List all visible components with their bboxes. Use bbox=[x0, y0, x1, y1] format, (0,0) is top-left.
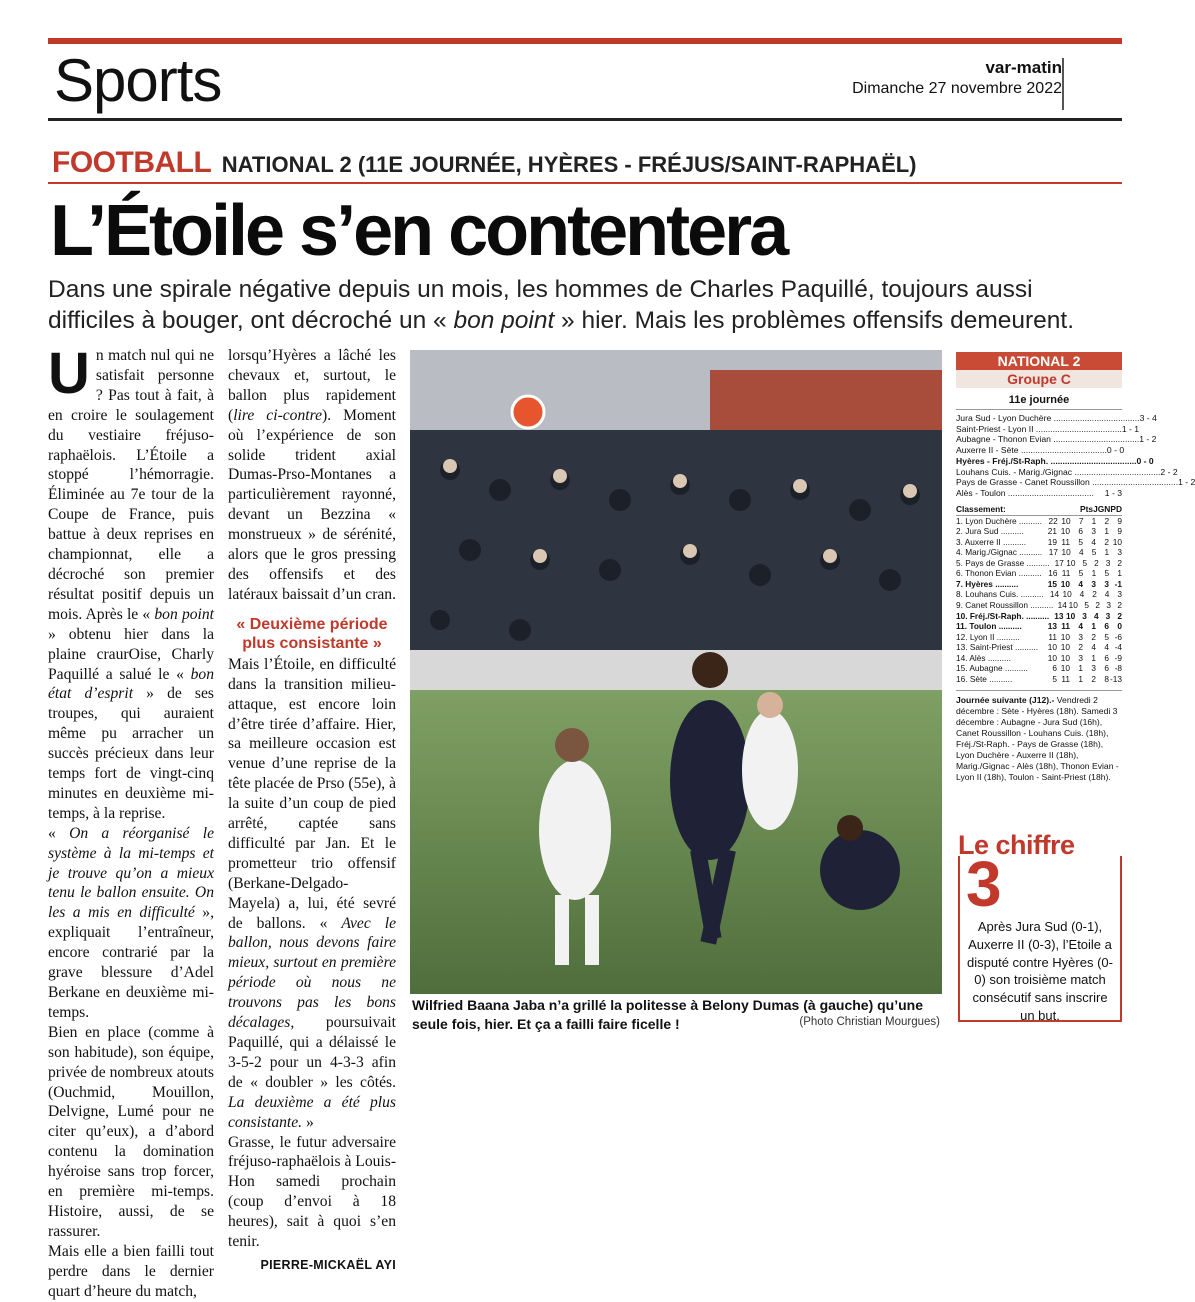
standings-cell: 0 bbox=[1117, 621, 1122, 632]
standings-row bbox=[956, 653, 1122, 664]
standings-row bbox=[956, 674, 1122, 685]
standings-header-cell: N bbox=[1104, 503, 1111, 514]
standings-cell: 1 bbox=[1078, 663, 1083, 674]
standings-cell: 5 bbox=[1084, 600, 1089, 610]
team-name: 1. Lyon Duchère .......... bbox=[956, 515, 1042, 526]
text: », expliquait l’entraîneur, encore contrarié par la grave blessure d’Adel Berkane en deuxième mi-temps. bbox=[48, 904, 214, 1021]
standings-cell: 4 bbox=[1078, 621, 1083, 632]
standings-cell: 4 bbox=[1079, 589, 1085, 600]
team-name: 13. Saint-Priest .......... bbox=[956, 642, 1039, 653]
standings-cell: 6 bbox=[1104, 663, 1109, 674]
kicker-sport: FOOTBALL bbox=[52, 146, 212, 179]
kicker-rule bbox=[48, 182, 1122, 184]
standings-cell: 1 bbox=[1117, 568, 1122, 579]
text: lire ci-contre bbox=[233, 406, 323, 424]
standings-cell: 11 bbox=[1061, 536, 1070, 547]
team-name: 11. Toulon .......... bbox=[956, 621, 1022, 632]
standings-cell: 2 bbox=[1091, 673, 1096, 684]
text: « bbox=[48, 824, 70, 842]
standings-cell: 2 bbox=[1092, 589, 1097, 600]
standings-cell: 3 bbox=[1117, 547, 1122, 558]
standings-cell: 11 bbox=[1061, 673, 1070, 684]
standings-cell: 3 bbox=[1106, 600, 1111, 610]
result-match: Aubagne - Thonon Evian .................................... bbox=[956, 434, 1140, 445]
standings-row bbox=[956, 611, 1122, 622]
photo-caption: Wilfried Baana Jaba n’a grillé la politesse à Belony Dumas (à gauche) qu’une seule fois, hier. Et ça a failli faire ficelle ! bbox=[412, 997, 924, 1032]
standings-cell: 3 bbox=[1117, 589, 1122, 600]
standings-cell: 10 bbox=[1060, 663, 1070, 674]
standings-row bbox=[956, 526, 1122, 537]
divider bbox=[956, 409, 1122, 410]
standings-cell: 13 bbox=[1054, 610, 1064, 621]
result-row bbox=[956, 434, 1157, 445]
standings-row bbox=[956, 579, 1122, 590]
text: Mais l’Étoile, en difficulté dans la transition milieu-attaque, est encore loin d’être tirée d’affaire. Hier, sa meilleure occasion est venue d’une reprise de la tête placée de Prso (55e), à la suite d’un coup de pied arrêté, captée sans difficulté par Jan. Et le prometteur trio offensif (Berkane-Delgado-Mayela) a, lui, été sevré de ballons. « bbox=[228, 655, 396, 932]
result-score: 1 - 2 bbox=[1178, 477, 1195, 488]
standings-cell: 4 bbox=[1078, 547, 1084, 558]
paper-date: Dimanche 27 novembre 2022 bbox=[852, 80, 1062, 97]
text: bon point bbox=[154, 605, 214, 623]
standings-cell: 3 bbox=[1104, 578, 1109, 589]
sidebar-group: Groupe C bbox=[956, 370, 1122, 388]
result-score: 2 - 2 bbox=[1160, 466, 1178, 477]
standings-cell: 11 bbox=[1048, 631, 1057, 642]
standings-cell: 4 bbox=[1104, 642, 1109, 653]
result-match: Alès - Toulon .................................... bbox=[956, 487, 1094, 498]
text: » de ses troupes, qui auraient même pu arracher un succès précieux dans leur temps fort de vingt-cinq minutes en deuxième mi-temps, à la reprise. bbox=[48, 685, 214, 822]
chiffre-label: Le chiffre bbox=[958, 830, 1075, 860]
standings-row bbox=[956, 537, 1122, 548]
standfirst bbox=[48, 274, 1122, 336]
standings-row bbox=[956, 589, 1122, 600]
standings-cell: 10 bbox=[1060, 642, 1070, 653]
byline: PIERRE-MICKAËL AYI bbox=[260, 1257, 396, 1272]
team-name: 3. Auxerre II .......... bbox=[956, 536, 1027, 547]
standings-cell: -6 bbox=[1114, 631, 1122, 642]
standings-cell: 15 bbox=[1047, 578, 1057, 589]
standings-cell: 1 bbox=[1091, 568, 1097, 579]
standings-cell: 10 bbox=[1061, 547, 1071, 558]
standings-cell: 17 bbox=[1054, 557, 1064, 568]
chiffre-number: 3 bbox=[966, 848, 1002, 920]
team-name: 14. Alès .......... bbox=[956, 652, 1011, 663]
standfirst-part: Dans une spirale négative depuis un mois, les hommes de Charles Paquillé, toujours aussi difficiles à bouger, ont décroché un « bbox=[48, 276, 1033, 334]
result-row bbox=[956, 413, 1157, 424]
subhead: « Deuxième période plus consistante » bbox=[236, 615, 388, 652]
standings-cell: 10 bbox=[1047, 642, 1057, 653]
result-row bbox=[956, 477, 1195, 488]
standings-cell: 4 bbox=[1078, 578, 1083, 589]
result-score: 1 - 3 bbox=[1104, 487, 1122, 498]
result-score: 1 - 2 bbox=[1139, 434, 1157, 445]
standings-header bbox=[956, 503, 1122, 516]
standings-cell: -4 bbox=[1114, 642, 1122, 653]
standings-cell: 22 bbox=[1048, 515, 1058, 526]
standings-cell: 2 bbox=[1095, 600, 1100, 610]
standings-cell: 3 bbox=[1105, 610, 1111, 621]
standings-header-cell: J bbox=[1093, 503, 1098, 514]
standings-cell: 1 bbox=[1091, 515, 1097, 526]
standings-cell: 2 bbox=[1117, 557, 1123, 568]
team-name: 6. Thonon Evian .......... bbox=[956, 568, 1042, 579]
next-fixtures bbox=[956, 690, 1122, 782]
standings-cell: 10 bbox=[1047, 652, 1057, 663]
team-name: 2. Jura Sud .......... bbox=[956, 526, 1024, 537]
standings-cell: 10 bbox=[1065, 610, 1076, 621]
next-text: Vendredi 2 décembre : Sète - Hyères (18h). Samedi 3 décembre : Aubagne - Jura Sud (16h), Canet Roussillon - Louhans Cuis. (18h), Fréj./St-Raph. - Pays de Grasse (18h), Lyon Duchère - Auxerre II (18h), Marig./Gignac - Alès (18h), Thonon Evian - Lyon II (18h), Toulon - Saint-Priest (18h). bbox=[956, 695, 1119, 782]
standings-cell: -13 bbox=[1110, 673, 1122, 684]
standings-cell: 9 bbox=[1117, 515, 1122, 526]
standings-header-cell: Pts bbox=[1080, 503, 1094, 514]
kicker-detail: NATIONAL 2 (11E JOURNÉE, HYÈRES - FRÉJUS/SAINT-RAPHAËL) bbox=[221, 152, 917, 177]
team-name: 10. Fréj./St-Raph. .......... bbox=[956, 610, 1050, 621]
standings-cell: 4 bbox=[1104, 589, 1110, 600]
article-column-1 bbox=[48, 341, 214, 1302]
match-photo bbox=[410, 350, 942, 994]
result-score: 1 - 1 bbox=[1121, 423, 1140, 434]
result-match: Hyères - Fréj./St-Raph. .................................... bbox=[956, 455, 1137, 466]
text: » bbox=[302, 1113, 314, 1131]
text: bon état d’esprit bbox=[48, 665, 214, 703]
standfirst-part: » hier. Mais les problèmes offensifs demeurent. bbox=[554, 307, 1075, 334]
standings-cell: 5 bbox=[1052, 673, 1057, 684]
standings-header-cell: P bbox=[1110, 503, 1116, 514]
paper-info bbox=[852, 58, 1062, 98]
team-name: 16. Sète .......... bbox=[956, 673, 1013, 684]
standings-cell: 2 bbox=[1104, 515, 1110, 526]
team-name: 7. Hyères .......... bbox=[956, 578, 1019, 589]
standings-cell: 5 bbox=[1104, 568, 1110, 579]
standings-cell: 14 bbox=[1049, 589, 1060, 600]
article-column-2 bbox=[228, 346, 396, 1276]
standings-row bbox=[956, 632, 1122, 643]
text: Avec le ballon, nous devons faire mieux, surtout en première période où nous ne trouvons pas les bons décalages, bbox=[228, 914, 396, 1032]
match-photo-illustration bbox=[410, 350, 942, 994]
standings-row bbox=[956, 516, 1122, 527]
standings-cell: 5 bbox=[1078, 536, 1083, 547]
result-score: 0 - 0 bbox=[1106, 445, 1125, 456]
standings-row bbox=[956, 547, 1122, 558]
paper-name: var-matin bbox=[985, 58, 1062, 77]
standings-cell: 6 bbox=[1052, 663, 1057, 674]
result-match: Pays de Grasse - Canet Roussillon .................................... bbox=[956, 477, 1179, 488]
team-name: 12. Lyon II .......... bbox=[956, 631, 1020, 642]
league-sidebar bbox=[956, 352, 1195, 783]
result-row bbox=[956, 466, 1178, 478]
standings-cell: 11 bbox=[1061, 621, 1070, 632]
team-name: 8. Louhans Cuis. .......... bbox=[956, 589, 1044, 600]
standings-cell: 7 bbox=[1078, 515, 1084, 526]
standings-cell: 3 bbox=[1105, 557, 1111, 568]
standings-cell: 10 bbox=[1066, 557, 1076, 568]
text: » obtenu hier dans la plaine craurOise, Charly Paquillé a salué le « bbox=[48, 625, 214, 683]
standings-cell: 17 bbox=[1048, 547, 1058, 558]
paragraph bbox=[228, 346, 396, 605]
team-name: 4. Marig./Gignac .......... bbox=[956, 547, 1043, 558]
team-name: 15. Aubagne .......... bbox=[956, 663, 1028, 674]
text: On a réorganisé le système à la mi-temps et je trouve qu’on a mieux tenu le ballon ensuite. On les a mis en difficulté bbox=[48, 824, 214, 922]
standings-cell: 5 bbox=[1082, 557, 1088, 568]
result-match: Auxerre II - Sète .................................... bbox=[956, 445, 1107, 456]
standings-cell: 5 bbox=[1078, 568, 1084, 579]
paragraph: Mais elle a bien failli tout perdre dans le dernier quart d’heure du match, bbox=[48, 1242, 214, 1300]
standings-cell: 3 bbox=[1082, 610, 1087, 621]
standings-row bbox=[956, 600, 1122, 611]
standings-cell: 10 bbox=[1060, 652, 1070, 663]
standings-cell: 2 bbox=[1117, 610, 1122, 621]
standings-cell: 8 bbox=[1104, 673, 1109, 684]
header-rule bbox=[48, 118, 1122, 121]
standings-cell: 2 bbox=[1104, 536, 1109, 547]
standings-cell: 5 bbox=[1091, 547, 1097, 558]
standings-cell: 10 bbox=[1060, 631, 1070, 642]
result-row bbox=[956, 445, 1125, 456]
paragraph: Grasse, le futur adversaire fréjuso-raphaëlois à Louis-Hon samedi prochain (coup d’envoi à 18 heures), sait à quoi s’en tenir. bbox=[228, 1133, 397, 1251]
standings-cell: 11 bbox=[1061, 568, 1071, 579]
standings-cell: 10 bbox=[1060, 578, 1070, 589]
top-red-rule bbox=[48, 38, 1122, 44]
standings-cell: -9 bbox=[1114, 652, 1122, 663]
standings-cell: 1 bbox=[1091, 621, 1096, 632]
next-label: Journée suivante (J12).- bbox=[956, 695, 1055, 706]
kicker bbox=[52, 146, 917, 180]
chiffre-text: Après Jura Sud (0-1), Auxerre II (0-3), l’Etoile a disputé contre Hyères (0-0) son troisième match consécutif sans inscrire un but. bbox=[967, 919, 1113, 1023]
standings-cell: 3 bbox=[1091, 663, 1096, 674]
text: La deuxième a été plus consistante. bbox=[228, 1093, 396, 1131]
standings-cell: 10 bbox=[1062, 589, 1072, 600]
paragraph bbox=[48, 824, 214, 1023]
standings-cell: 3 bbox=[1078, 652, 1083, 663]
standings-row bbox=[956, 558, 1122, 569]
standings-cell: 5 bbox=[1104, 631, 1109, 642]
standings-cell: 13 bbox=[1047, 621, 1057, 632]
dropcap: U bbox=[48, 341, 90, 406]
sidebar-journee: 11e journée bbox=[1008, 394, 1070, 406]
sidebar-title: NATIONAL 2 bbox=[956, 352, 1122, 370]
result-row bbox=[956, 423, 1140, 435]
standings-cell: 1 bbox=[1078, 673, 1083, 684]
team-name: 5. Pays de Grasse .......... bbox=[956, 557, 1050, 568]
standings-cell: 1 bbox=[1104, 526, 1109, 537]
standings-row bbox=[956, 642, 1122, 653]
standings-row bbox=[956, 621, 1122, 632]
standings-cell: 21 bbox=[1047, 526, 1057, 537]
paragraph bbox=[228, 655, 396, 1133]
text: n match nul qui ne satisfait personne ? Pas tout à fait, à en croire le soulagement du vestiaire fréjuso-raphaëlois. L’Étoile a stoppé l’hémorragie. Éliminée au 7e tour de la Coupe de France, puis battue à deux reprises en championnat, elle a décroché son premier résultat positif depuis un mois. Après le « bbox=[48, 347, 214, 623]
standings-cell: 2 bbox=[1117, 600, 1123, 610]
text: poursuivait Paquillé, qui a délaissé le 3-5-2 pour un 4-3-3 afin de « doubler » les côtés. bbox=[228, 1014, 396, 1091]
team-name: 9. Canet Roussillon .......... bbox=[956, 600, 1054, 610]
result-match: Saint-Priest - Lyon II .................................... bbox=[956, 423, 1122, 434]
standfirst-italic: bon point bbox=[453, 307, 555, 334]
standings-cell: 6 bbox=[1104, 621, 1109, 632]
standings-cell: 4 bbox=[1093, 610, 1099, 621]
standings-row bbox=[956, 663, 1122, 674]
standings-cell: 4 bbox=[1091, 642, 1096, 653]
standings-cell: -8 bbox=[1114, 663, 1122, 674]
result-row bbox=[956, 455, 1154, 467]
paper-divider bbox=[1062, 58, 1064, 110]
standings-cell: 3 bbox=[1091, 526, 1096, 537]
standings-row bbox=[956, 568, 1122, 579]
standings-cell: 2 bbox=[1091, 631, 1096, 642]
standings-cell: 10 bbox=[1068, 600, 1078, 610]
result-match: Jura Sud - Lyon Duchère .................................... bbox=[956, 413, 1140, 423]
standings-cell: 19 bbox=[1047, 536, 1057, 547]
photo-credit: (Photo Christian Mourgues) bbox=[799, 1016, 940, 1028]
standings-cell: 14 bbox=[1057, 600, 1067, 610]
standings-table bbox=[956, 503, 1122, 685]
standings-cell: 2 bbox=[1094, 557, 1099, 568]
standings-cell: 1 bbox=[1104, 547, 1110, 558]
standings-cell: 10 bbox=[1112, 536, 1122, 547]
text: lorsqu’Hyères a lâché les chevaux et, surtout, le ballon plus rapidement ( bbox=[228, 347, 396, 424]
standings-cell: 6 bbox=[1104, 652, 1109, 663]
result-row bbox=[956, 488, 1122, 499]
standings-header-cell: G bbox=[1097, 503, 1105, 514]
standings-cell: 3 bbox=[1078, 631, 1083, 642]
standings-cell: 9 bbox=[1117, 526, 1122, 537]
standings-cell: 10 bbox=[1060, 526, 1070, 537]
standings-cell: 2 bbox=[1078, 642, 1083, 653]
standings-cell: 1 bbox=[1091, 652, 1096, 663]
standings-cell: 6 bbox=[1078, 526, 1083, 537]
paragraph: Bien en place (comme à son habitude), son équipe, privée de nombreux atouts (Ouchmid, Mouillon, Delvigne, Lumé pour ne citer qu’eux), a d’abord contenu la domination hyéroise sans trop forcer, en première mi-temps. Histoire, aussi, de se rassurer. bbox=[48, 1023, 214, 1240]
standings-header-cell: D bbox=[1115, 503, 1122, 514]
result-match: Louhans Cuis. - Marig./Gignac .................................... bbox=[956, 466, 1161, 477]
standings-cell: 3 bbox=[1091, 578, 1096, 589]
standings-cell: 10 bbox=[1061, 515, 1071, 526]
section-title: Sports bbox=[54, 47, 222, 114]
text: ). Moment où l’expérience de son solide trident axial Dumas-Prso-Montanes a particulièrement rayonné, devant un Bezzina « monstrueux » de sérénité, alors que le gros pressing des offensifs et des latéraux baissait d’un cran. bbox=[228, 406, 396, 603]
standings-cell: -1 bbox=[1114, 578, 1122, 589]
result-score: 0 - 0 bbox=[1136, 455, 1154, 466]
paragraph bbox=[48, 341, 214, 824]
result-score: 3 - 4 bbox=[1139, 413, 1157, 423]
standings-cell: 4 bbox=[1091, 536, 1096, 547]
results-list bbox=[956, 413, 1195, 499]
standings-header-cell: Classement: bbox=[956, 503, 1006, 514]
standings-cell: 16 bbox=[1048, 568, 1058, 579]
headline: L’Étoile s’en contentera bbox=[50, 191, 787, 271]
